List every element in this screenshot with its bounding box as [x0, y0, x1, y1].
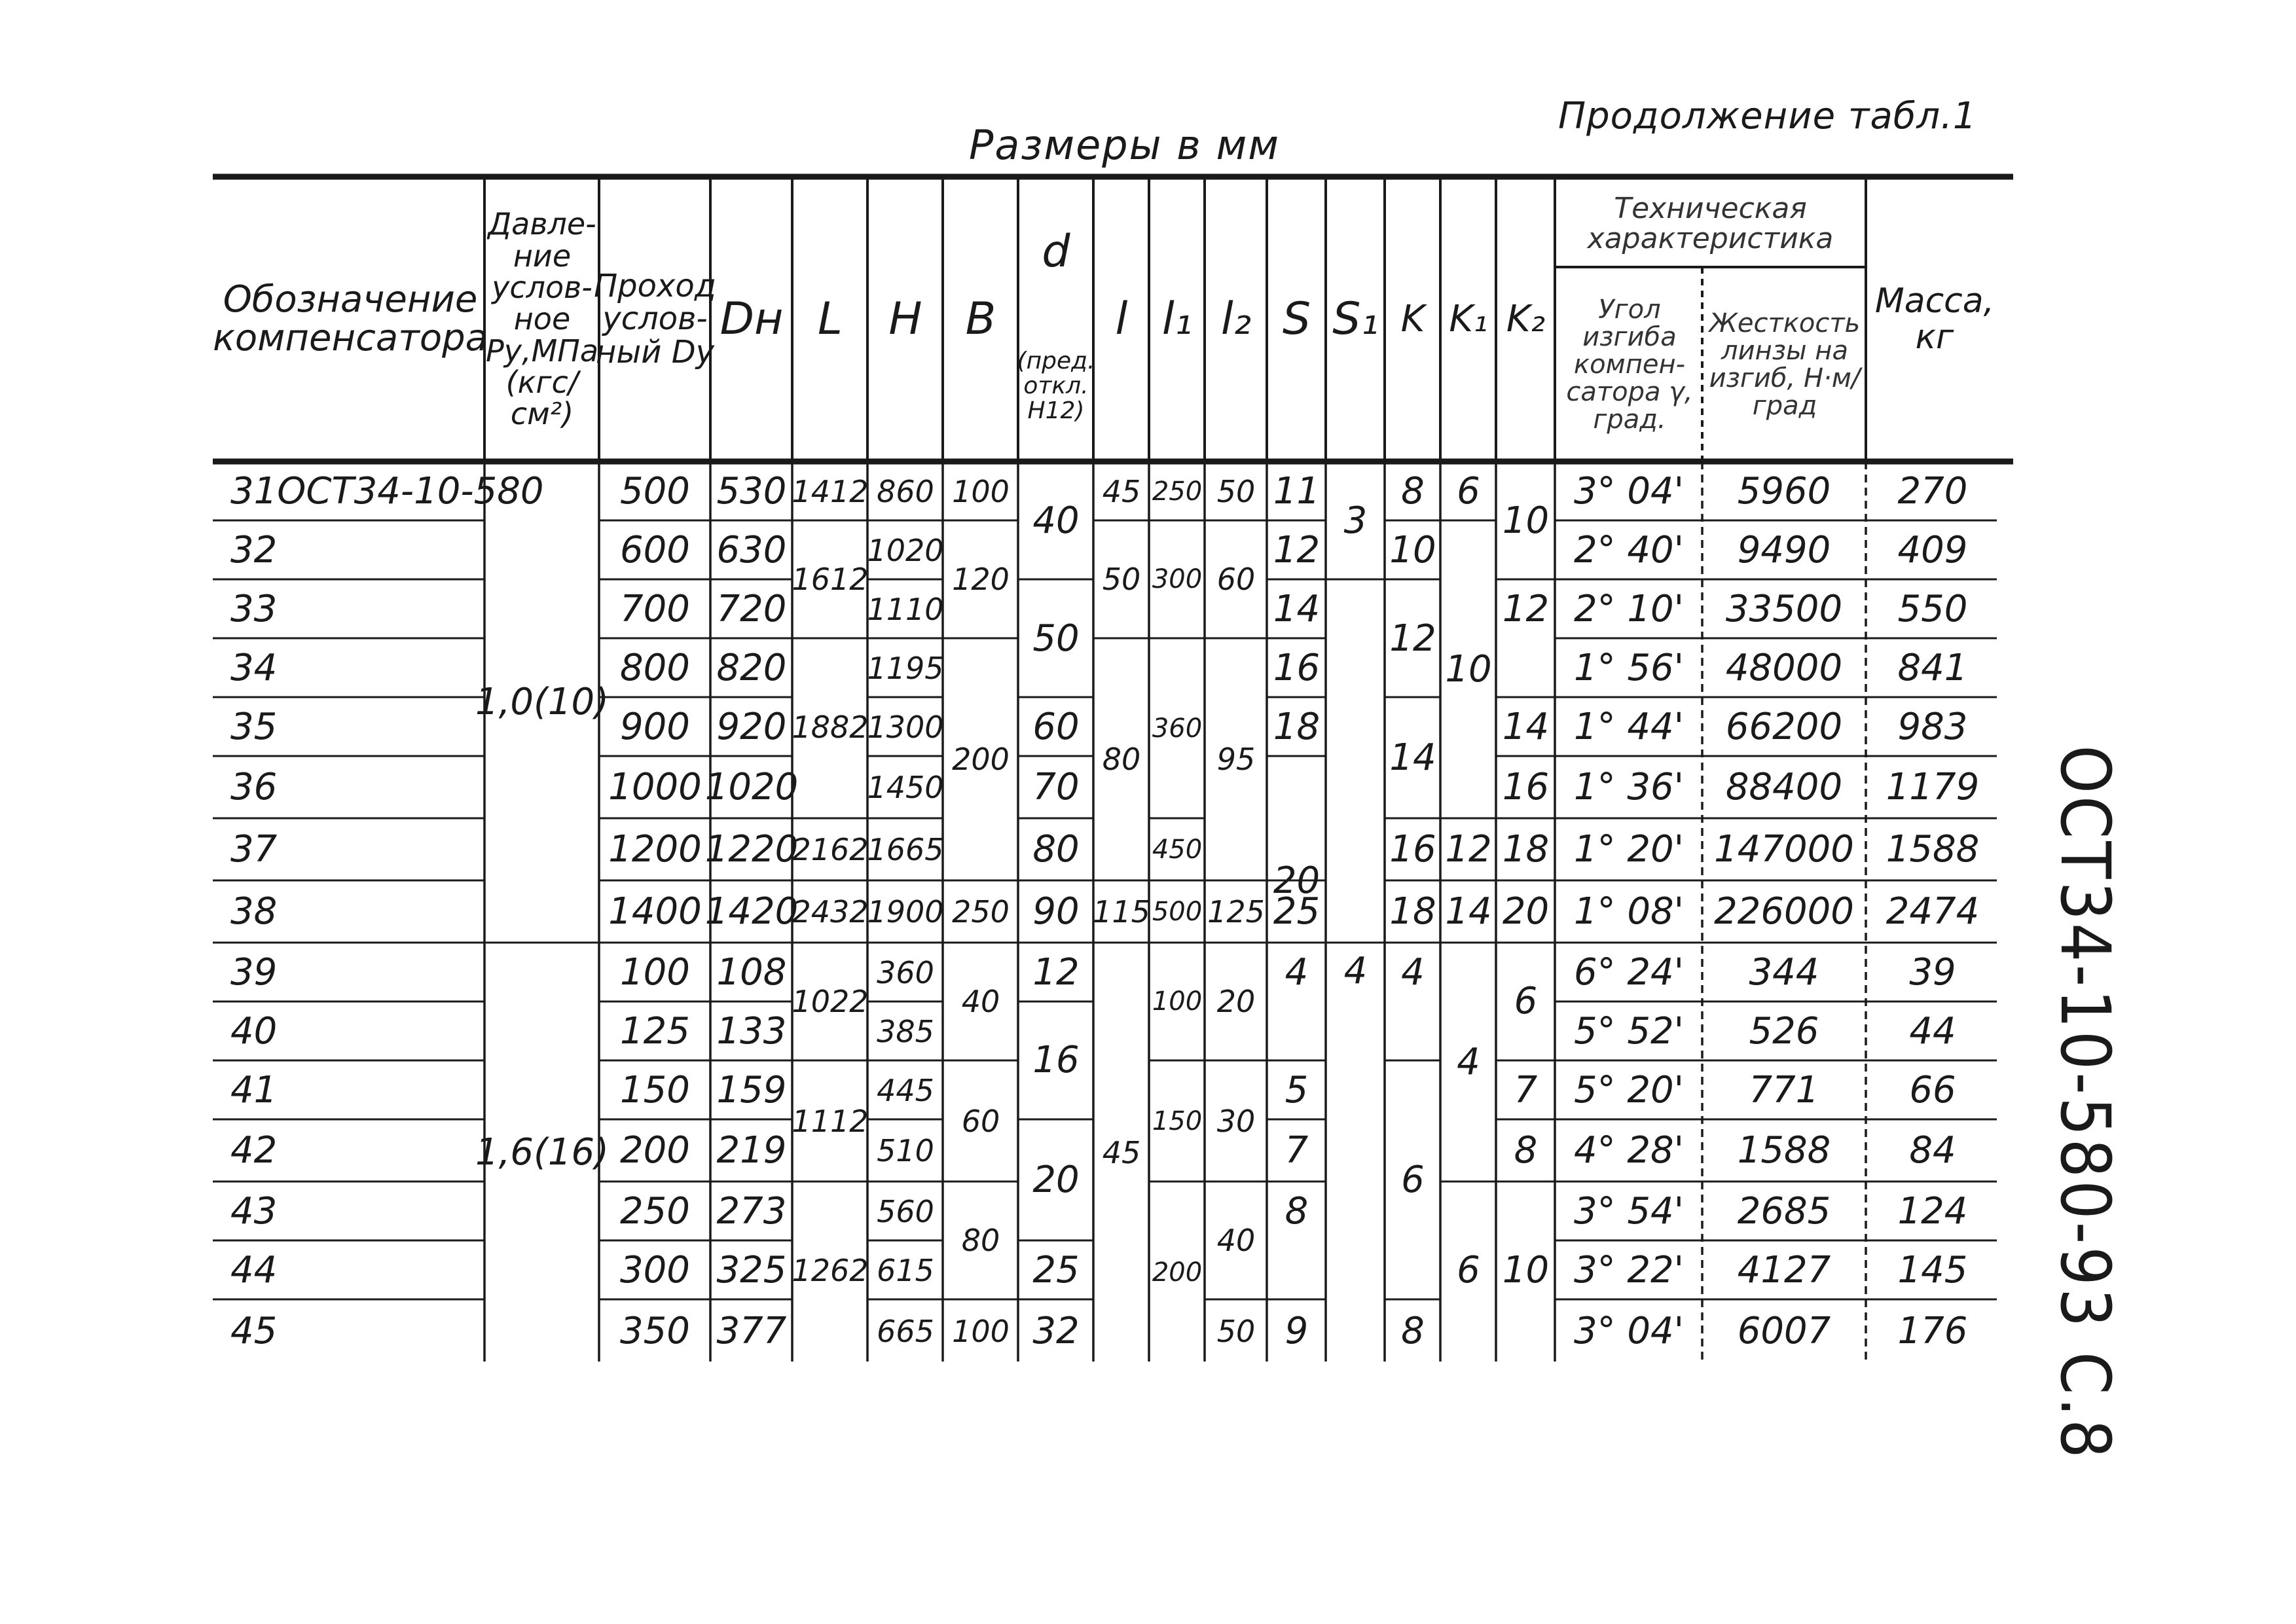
- cell-dn: 820: [716, 646, 787, 689]
- cell-angle: 3° 04': [1573, 1309, 1685, 1352]
- cell-h: 615: [877, 1252, 934, 1288]
- l1-250: 250: [1152, 477, 1203, 507]
- header-l1: l₁: [1161, 293, 1193, 345]
- cell-stiffness: 9490: [1737, 528, 1831, 571]
- l2-30: 30: [1216, 1104, 1256, 1139]
- l2-40: 40: [1216, 1223, 1256, 1258]
- cell-h: 1300: [867, 709, 944, 745]
- cell-dy: 1400: [608, 890, 702, 933]
- cell-h: 1020: [867, 532, 944, 568]
- cell-mass: 66: [1909, 1068, 1956, 1111]
- cell-designation: 44: [230, 1248, 278, 1291]
- header-l-small: l: [1115, 293, 1128, 345]
- units-caption: Размеры в мм: [969, 121, 1281, 169]
- cell-mass: 145: [1897, 1248, 1968, 1291]
- cell-d: 25: [1032, 1248, 1080, 1291]
- l-length-1412: 1412: [792, 474, 869, 509]
- cell-designation: 32: [230, 528, 278, 571]
- cell-d: 40: [1032, 499, 1080, 542]
- header-dn: Dн: [720, 293, 784, 345]
- l1-150: 150: [1152, 1106, 1203, 1136]
- cell-mass: 124: [1897, 1189, 1968, 1233]
- header-s: S: [1282, 293, 1311, 345]
- cell-dn: 1220: [704, 828, 799, 871]
- cell-mass: 550: [1897, 587, 1968, 630]
- header-s1: S₁: [1332, 293, 1379, 345]
- l2-60: 60: [1216, 562, 1256, 597]
- cell-s: 14: [1273, 587, 1321, 630]
- l-length-1112: 1112: [792, 1104, 869, 1139]
- cell-k: 16: [1389, 828, 1436, 871]
- cell-dy: 300: [620, 1248, 690, 1291]
- cell-h: 1900: [867, 894, 944, 929]
- d-20: 20: [1032, 1159, 1080, 1201]
- cell-dn: 630: [716, 528, 787, 571]
- cell-angle: 2° 40': [1573, 528, 1685, 571]
- l1-360: 360: [1152, 713, 1203, 744]
- cell-k2: 10: [1502, 1248, 1550, 1291]
- b-120: 120: [952, 562, 1010, 597]
- document-code-text: ОСТ34-10-580-93 С.8: [2045, 745, 2125, 1461]
- b-40: 40: [961, 984, 1000, 1019]
- cell-dn: 1020: [704, 766, 799, 808]
- l1-200: 200: [1152, 1257, 1203, 1288]
- cell-mass: 841: [1897, 646, 1968, 689]
- cell-angle: 1° 08': [1573, 890, 1685, 933]
- cell-s: 20: [1273, 859, 1321, 902]
- cell-b: 100: [952, 1313, 1010, 1349]
- k1-4: 4: [1457, 1041, 1480, 1083]
- b-60: 60: [961, 1104, 1000, 1139]
- cell-mass: 270: [1897, 470, 1968, 513]
- cell-dn: 920: [716, 705, 787, 748]
- cell-dn: 273: [716, 1189, 787, 1233]
- cell-l1: 500: [1152, 897, 1203, 927]
- cell-angle: 5° 20': [1573, 1068, 1685, 1111]
- cell-angle: 2° 10': [1573, 587, 1685, 630]
- l-small-45b: 45: [1102, 1135, 1141, 1170]
- cell-s: 25: [1273, 890, 1321, 933]
- cell-k1: 12: [1445, 828, 1492, 871]
- cell-dy: 600: [620, 528, 690, 571]
- l1-100: 100: [1152, 986, 1203, 1017]
- cell-mass: 44: [1909, 1009, 1956, 1053]
- cell-dn: 720: [716, 587, 787, 630]
- cell-stiffness: 33500: [1725, 587, 1843, 630]
- cell-designation: 45: [230, 1309, 278, 1352]
- cell-mass: 1179: [1886, 766, 1980, 808]
- cell-k: 14: [1389, 736, 1436, 779]
- cell-h: 385: [877, 1013, 934, 1049]
- l2-50: 50: [1216, 474, 1256, 509]
- header-stiffness: Жесткость линзы на изгиб, Н·м/град: [1709, 308, 1861, 421]
- cell-k2: 20: [1502, 890, 1550, 933]
- cell-mass: 84: [1909, 1129, 1956, 1172]
- cell-dn: 133: [716, 1009, 787, 1053]
- cell-k2: 7: [1514, 1068, 1538, 1111]
- cell-angle: 4° 28': [1573, 1129, 1685, 1172]
- pressure-group-2: 1,6(16): [475, 1131, 610, 1174]
- cell-h: 445: [877, 1072, 934, 1108]
- cell-k: 10: [1389, 528, 1436, 571]
- cell-b: 250: [952, 894, 1010, 929]
- cell-dn: 108: [716, 950, 787, 994]
- cell-k2: 14: [1502, 705, 1550, 748]
- cell-angle: 5° 52': [1573, 1009, 1685, 1053]
- cell-k2: 18: [1502, 828, 1550, 871]
- cell-h: 1665: [867, 832, 944, 867]
- cell-l: 1882: [792, 709, 869, 745]
- k2-6: 6: [1514, 980, 1538, 1022]
- cell-h: 1110: [867, 591, 944, 627]
- k2-10: 10: [1502, 499, 1550, 542]
- cell-dy: 1200: [608, 828, 702, 871]
- cell-dy: 250: [620, 1189, 690, 1233]
- cell-designation: 33: [230, 587, 278, 630]
- b-200: 200: [952, 742, 1010, 777]
- cell-mass: 1588: [1886, 828, 1980, 871]
- cell-h: 510: [877, 1133, 934, 1168]
- cell-designation: 34: [230, 646, 278, 689]
- cell-angle: 1° 44': [1573, 705, 1685, 748]
- cell-designation: 31ОСТ34-10-580: [230, 470, 544, 513]
- cell-d: 80: [1032, 828, 1080, 871]
- cell-designation: 37: [230, 828, 278, 871]
- cell-designation: 39: [230, 950, 278, 994]
- header-l2: l₂: [1220, 293, 1252, 345]
- cell-l: 115: [1093, 894, 1150, 929]
- cell-dy: 350: [620, 1309, 690, 1352]
- cell-stiffness: 6007: [1737, 1309, 1831, 1352]
- l-length-1612: 1612: [792, 562, 869, 597]
- cell-k1: 6: [1457, 1248, 1480, 1291]
- cell-angle: 1° 20': [1573, 828, 1685, 871]
- s1-4: 4: [1343, 949, 1368, 992]
- cell-stiffness: 771: [1749, 1068, 1819, 1111]
- cell-designation: 40: [230, 1009, 278, 1053]
- cell-mass: 39: [1909, 950, 1956, 994]
- cell-l2: 125: [1207, 894, 1265, 929]
- cell-s: 18: [1273, 705, 1321, 748]
- cell-d: 90: [1032, 890, 1080, 933]
- cell-angle: 6° 24': [1573, 950, 1685, 994]
- header-nominal-bore: Проход услов-ный Dy: [594, 267, 716, 370]
- cell-h: 1450: [867, 770, 944, 805]
- cell-k: 4: [1401, 950, 1425, 994]
- cell-d: 60: [1032, 705, 1080, 748]
- cell-h: 1195: [867, 650, 944, 686]
- d-16: 16: [1032, 1039, 1080, 1081]
- cell-k: 8: [1401, 1309, 1425, 1352]
- cell-stiffness: 526: [1749, 1009, 1819, 1053]
- cell-stiffness: 66200: [1725, 705, 1843, 748]
- cell-k1: 6: [1457, 470, 1480, 513]
- header-k: K: [1400, 297, 1425, 340]
- cell-l1: 450: [1152, 835, 1203, 865]
- header-bend-angle: Угол изгиба компен-сатора γ, град.: [1566, 295, 1693, 435]
- cell-s: 9: [1285, 1309, 1309, 1352]
- l-length-1022: 1022: [792, 984, 869, 1019]
- header-d-note: (пред. откл. H12): [1017, 348, 1095, 424]
- pressure-group-1: 1,0(10): [475, 681, 610, 723]
- cell-designation: 41: [230, 1068, 278, 1111]
- cell-angle: 3° 22': [1573, 1248, 1685, 1291]
- cell-h: 560: [877, 1193, 934, 1229]
- header-designation: Обозначение компенсатора: [213, 278, 488, 359]
- cell-dy: 125: [620, 1009, 690, 1053]
- cell-dy: 800: [620, 646, 690, 689]
- cell-l: 1262: [792, 1252, 869, 1288]
- cell-d: 50: [1032, 617, 1080, 660]
- cell-dy: 100: [620, 950, 690, 994]
- cell-dn: 219: [716, 1129, 787, 1172]
- cell-stiffness: 48000: [1725, 646, 1843, 689]
- cell-s: 11: [1273, 470, 1321, 513]
- cell-dn: 530: [716, 470, 787, 513]
- cell-stiffness: 88400: [1725, 766, 1843, 808]
- cell-l: 2162: [792, 832, 869, 867]
- l-small-80: 80: [1102, 742, 1141, 777]
- cell-mass: 409: [1897, 528, 1968, 571]
- k1-10: 10: [1445, 647, 1492, 691]
- b-80: 80: [961, 1223, 1000, 1258]
- cell-s: 16: [1273, 646, 1321, 689]
- l-small-45a: 45: [1102, 474, 1141, 509]
- cell-designation: 42: [230, 1129, 278, 1172]
- cell-designation: 36: [230, 766, 278, 808]
- cell-designation: 35: [230, 705, 278, 748]
- cell-s: 7: [1285, 1129, 1309, 1172]
- cell-k: 12: [1389, 617, 1436, 660]
- cell-dy: 700: [620, 587, 690, 630]
- cell-k2: 16: [1502, 766, 1550, 808]
- l1-300: 300: [1152, 564, 1203, 594]
- b-100: 100: [952, 474, 1010, 509]
- cell-dn: 159: [716, 1068, 787, 1111]
- cell-angle: 3° 54': [1573, 1189, 1685, 1233]
- header-d: d: [1042, 226, 1070, 278]
- header-technical: Техническая характеристика: [1587, 191, 1834, 255]
- cell-s: 4: [1285, 950, 1309, 994]
- cell-dn: 377: [716, 1309, 787, 1352]
- s1-3: 3: [1343, 499, 1368, 542]
- cell-stiffness: 2685: [1737, 1189, 1831, 1233]
- cell-d: 70: [1032, 766, 1080, 808]
- cell-dy: 500: [620, 470, 690, 513]
- cell-stiffness: 147000: [1714, 828, 1854, 871]
- cell-dn: 325: [716, 1248, 787, 1291]
- cell-d: 32: [1032, 1309, 1080, 1352]
- header-b: B: [965, 293, 996, 345]
- header-mass: Масса, кг: [1874, 281, 1995, 357]
- cell-stiffness: 344: [1749, 950, 1819, 994]
- cell-s: 12: [1273, 528, 1321, 571]
- cell-s: 5: [1285, 1068, 1309, 1111]
- cell-k: 18: [1389, 890, 1436, 933]
- cell-dy: 150: [620, 1068, 690, 1111]
- cell-h: 360: [877, 954, 934, 990]
- table-continuation-caption: Продолжение табл.1: [1558, 95, 1977, 137]
- cell-dy: 1000: [608, 766, 702, 808]
- l2-20: 20: [1216, 984, 1256, 1019]
- header-h: H: [888, 293, 922, 345]
- l2-95: 95: [1216, 742, 1256, 777]
- cell-angle: 1° 56': [1573, 646, 1685, 689]
- header-k2: K₂: [1506, 297, 1546, 340]
- header-l-length: L: [818, 293, 843, 345]
- cell-h: 860: [877, 474, 934, 509]
- cell-dy: 200: [620, 1129, 690, 1172]
- cell-dn: 1420: [704, 890, 799, 933]
- cell-s: 8: [1285, 1189, 1309, 1233]
- cell-l2: 50: [1216, 1313, 1256, 1349]
- cell-mass: 176: [1897, 1309, 1968, 1352]
- cell-d: 12: [1032, 950, 1080, 994]
- header-k1: K₁: [1449, 297, 1488, 340]
- cell-angle: 3° 04': [1573, 470, 1685, 513]
- cell-stiffness: 226000: [1714, 890, 1854, 933]
- cell-dy: 900: [620, 705, 690, 748]
- cell-k: 8: [1401, 470, 1425, 513]
- l-small-50: 50: [1102, 562, 1141, 597]
- cell-k2: 8: [1514, 1129, 1538, 1172]
- k-6: 6: [1401, 1159, 1425, 1201]
- cell-k1: 14: [1445, 890, 1492, 933]
- cell-k2: 12: [1502, 587, 1550, 630]
- cell-l: 2432: [792, 894, 869, 929]
- cell-designation: 43: [230, 1189, 278, 1233]
- cell-mass: 983: [1897, 705, 1968, 748]
- cell-h: 665: [877, 1313, 934, 1349]
- cell-stiffness: 1588: [1737, 1129, 1831, 1172]
- cell-designation: 38: [230, 890, 278, 933]
- cell-mass: 2474: [1886, 890, 1980, 933]
- cell-stiffness: 5960: [1737, 470, 1831, 513]
- cell-angle: 1° 36': [1573, 766, 1685, 808]
- header-pressure: Давле-ние услов-ное Ру,МПа (кгс/см²): [485, 206, 599, 432]
- cell-stiffness: 4127: [1737, 1248, 1831, 1291]
